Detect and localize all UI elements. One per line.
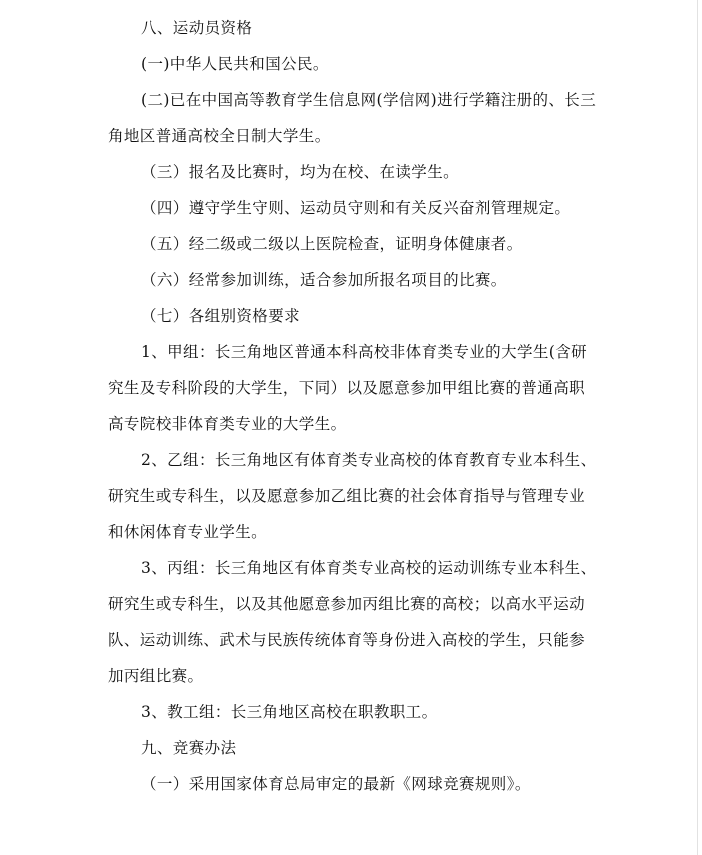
- eligibility-item-7: （七）各组别资格要求: [141, 307, 301, 325]
- group-a-requirement: 1、甲组：长三角地区普通本科高校非体育类专业的大学生(含研究生及专科阶段的大学生，下同）以及愿意参加甲组比赛的普通高职高专院校非体育类专业的大学生。: [108, 343, 588, 433]
- eligibility-item-2: (二)已在中国高等教育学生信息网(学信网)进行学籍注册的、长三角地区普通高校全日制大学生。: [108, 91, 597, 145]
- eligibility-item-3: （三）报名及比赛时，均为在校、在读学生。: [141, 163, 460, 181]
- competition-method-item-1: （一）采用国家体育总局审定的最新《网球竞赛规则》。: [141, 775, 531, 793]
- staff-group-requirement: 3、教工组：长三角地区高校在职教职工。: [141, 703, 438, 721]
- document-body: [108, 10, 600, 802]
- group-c-requirement: 3、丙组：长三角地区有体育类专业高校的运动训练专业本科生、研究生或专科生，以及其他愿意参加丙组比赛的高校；以高水平运动队、运动训练、武术与民族传统体育等身份进入高校的学生，只能参加丙组比赛。: [108, 559, 597, 685]
- group-b-requirement: 2、乙组：长三角地区有体育类专业高校的体育教育专业本科生、研究生或专科生，以及愿意参加乙组比赛的社会体育指导与管理专业和休闲体育专业学生。: [108, 451, 597, 541]
- eligibility-item-4: （四）遵守学生守则、运动员守则和有关反兴奋剂管理规定。: [141, 199, 571, 217]
- eligibility-item-1: (一)中华人民共和国公民。: [141, 55, 329, 73]
- eligibility-item-6: （六）经常参加训练，适合参加所报名项目的比赛。: [141, 271, 507, 289]
- page-edge-divider: [697, 0, 698, 855]
- section-heading-competition-method: 九、竞赛办法: [141, 739, 237, 757]
- section-heading-athlete-eligibility: 八、运动员资格: [141, 19, 253, 37]
- eligibility-item-5: （五）经二级或二级以上医院检查，证明身体健康者。: [141, 235, 523, 253]
